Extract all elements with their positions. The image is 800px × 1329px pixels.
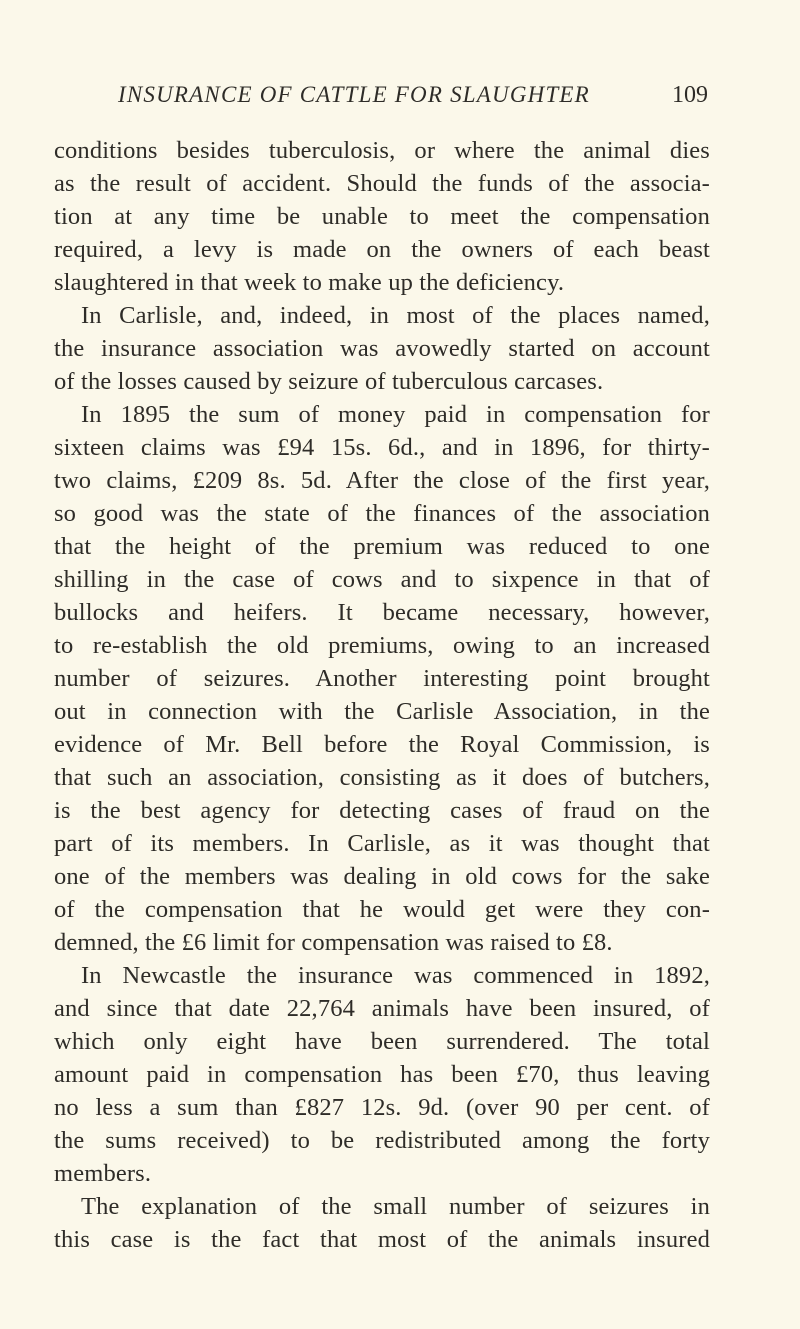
body-text [54, 134, 710, 1256]
text-line: sixteen claims was £94 15s. 6d., and in 1896, for thirty- [54, 434, 710, 461]
text-line: the insurance association was avowedly started on account [54, 335, 710, 362]
text-line: this case is the fact that most of the animals insured [54, 1226, 710, 1253]
running-title: INSURANCE OF CATTLE FOR SLAUGHTER [118, 82, 590, 107]
paragraph-start-line: The explanation of the small number of seizures in [81, 1193, 710, 1220]
text-line: shilling in the case of cows and to sixpence in that of [54, 566, 710, 593]
text-line: to re-establish the old premiums, owing to an increased [54, 632, 710, 659]
paragraph-start-line: In 1895 the sum of money paid in compensation for [81, 401, 710, 428]
text-line: that such an association, consisting as it does of butchers, [54, 764, 710, 791]
text-line: slaughtered in that week to make up the deficiency. [54, 269, 565, 296]
paragraph-start-line: In Carlisle, and, indeed, in most of the places named, [81, 302, 710, 329]
text-line: so good was the state of the finances of the association [54, 500, 710, 527]
text-line: required, a levy is made on the owners of each beast [54, 236, 710, 263]
text-line: as the result of accident. Should the funds of the associa- [54, 170, 710, 197]
text-line: which only eight have been surrendered. The total [54, 1028, 710, 1055]
text-line: of the losses caused by seizure of tuberculous carcases. [54, 368, 604, 395]
text-line: members. [54, 1160, 152, 1187]
text-line: conditions besides tuberculosis, or where the animal dies [54, 137, 710, 164]
text-line: one of the members was dealing in old cows for the sake [54, 863, 710, 890]
text-line: demned, the £6 limit for compensation was raised to £8. [54, 929, 613, 956]
text-line: bullocks and heifers. It became necessary, however, [54, 599, 710, 626]
text-line: evidence of Mr. Bell before the Royal Commission, is [54, 731, 710, 758]
text-line: tion at any time be unable to meet the compensation [54, 203, 710, 230]
text-line: and since that date 22,764 animals have been insured, of [54, 995, 710, 1022]
text-line: out in connection with the Carlisle Association, in the [54, 698, 710, 725]
paragraph-start-line: In Newcastle the insurance was commenced in 1892, [81, 962, 710, 989]
text-line: is the best agency for detecting cases of fraud on the [54, 797, 710, 824]
text-line: of the compensation that he would get were they con- [54, 896, 710, 923]
text-line: two claims, £209 8s. 5d. After the close of the first year, [54, 467, 710, 494]
text-line: the sums received) to be redistributed among the forty [54, 1127, 710, 1154]
text-line: that the height of the premium was reduced to one [54, 533, 710, 560]
running-head [118, 78, 708, 112]
text-line: part of its members. In Carlisle, as it was thought that [54, 830, 710, 857]
text-line: no less a sum than £827 12s. 9d. (over 90 per cent. of [54, 1094, 710, 1121]
page-number: 109 [672, 82, 708, 108]
text-line: amount paid in compensation has been £70, thus leaving [54, 1061, 710, 1088]
text-line: number of seizures. Another interesting point brought [54, 665, 710, 692]
